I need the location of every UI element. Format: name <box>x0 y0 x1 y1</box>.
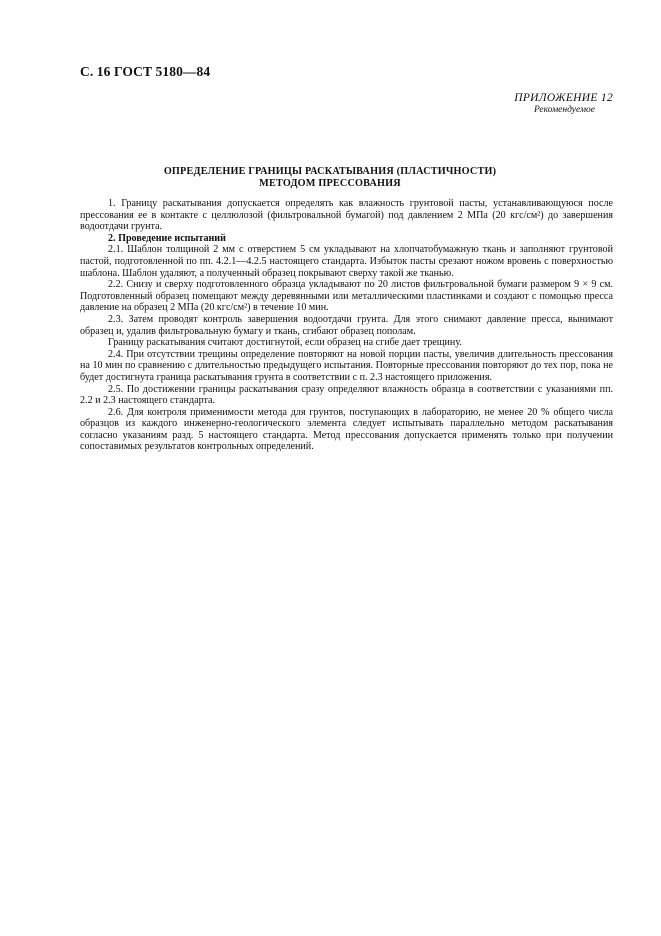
paragraph-2-3: 2.3. Затем проводят контроль завершения водоотдачи грунта. Для этого снимают давление пресса, вынимают образец и, удалив фильтровальную бумагу и ткань, сгибают образец пополам. <box>80 313 613 337</box>
paragraph-2-1: 2.1. Шаблон толщиной 2 мм с отверстием 5 см укладывают на хлопчатобумажную ткань и заполняют грунтовой пастой, подготовленной по пп. 4.2.1—4.2.5 настоящего стандарта. Избыток пасты срезают ножом вровень с поверхностью шаблона. Шаблон удаляют, а полученный образец покрывают сверху такой же тканью. <box>80 244 613 279</box>
paragraph-1: 1. Границу раскатывания допускается определять как влажность грунтовой пасты, устанавливающуюся после прессования ее в контакте с целлюлозой (фильтровальной бумагой) под давлением 2 МПа (20 кгс/см²) до завершения водоотдачи грунта. <box>80 198 613 233</box>
paragraph-2-6: 2.6. Для контроля применимости метода для грунтов, поступающих в лабораторию, не менее 20 % общего числа образцов из каждого инженерно-геологического элемента следует испытывать параллельно методом раскатывания согласно указаниям разд. 5 настоящего стандарта. Метод прессования допускается применять только при получении сопоставимых результатов контрольных определений. <box>80 406 613 453</box>
document-title <box>80 166 580 189</box>
section-heading-testing: 2. Проведение испытаний <box>108 232 226 244</box>
page-header: С. 16 ГОСТ 5180—84 <box>80 64 211 79</box>
paragraph-2-4: 2.4. При отсутствии трещины определение повторяют на новой порции пасты, увеличив длительность прессования на 10 мин по сравнению с длительностью предыдущего испытания. Повторные прессования повторяют до тех пор, пока не будет достигнута граница раскатывания грунта в соответствии с п. 2.3 настоящего приложения. <box>80 348 613 383</box>
document-title-line-2: МЕТОДОМ ПРЕССОВАНИЯ <box>259 177 401 189</box>
appendix-label <box>514 92 613 115</box>
paragraph-2-5: 2.5. По достижении границы раскатывания сразу определяют влажность образца в соответствии с указаниями пп. 2.2 и 2.3 настоящего стандарта. <box>80 383 613 407</box>
document-body <box>80 198 613 453</box>
appendix-subtitle: Рекомендуемое <box>533 105 595 115</box>
paragraph-2-2: 2.2. Снизу и сверху подготовленного образца укладывают по 20 листов фильтровальной бумаги размером 9 × 9 см. Подготовленный образец помещают между деревянными или металлическими пластинками и создают с помощью пресса давление на образец 2 МПа (20 кгс/см²) в течение 10 мин. <box>80 279 613 314</box>
appendix-title: ПРИЛОЖЕНИЕ 12 <box>514 92 613 104</box>
document-title-line-1: ОПРЕДЕЛЕНИЕ ГРАНИЦЫ РАСКАТЫВАНИЯ (ПЛАСТИЧНОСТИ) <box>163 166 497 177</box>
paragraph-2-3-note: Границу раскатывания считают достигнутой, если образец на сгибе дает трещину. <box>108 337 462 349</box>
